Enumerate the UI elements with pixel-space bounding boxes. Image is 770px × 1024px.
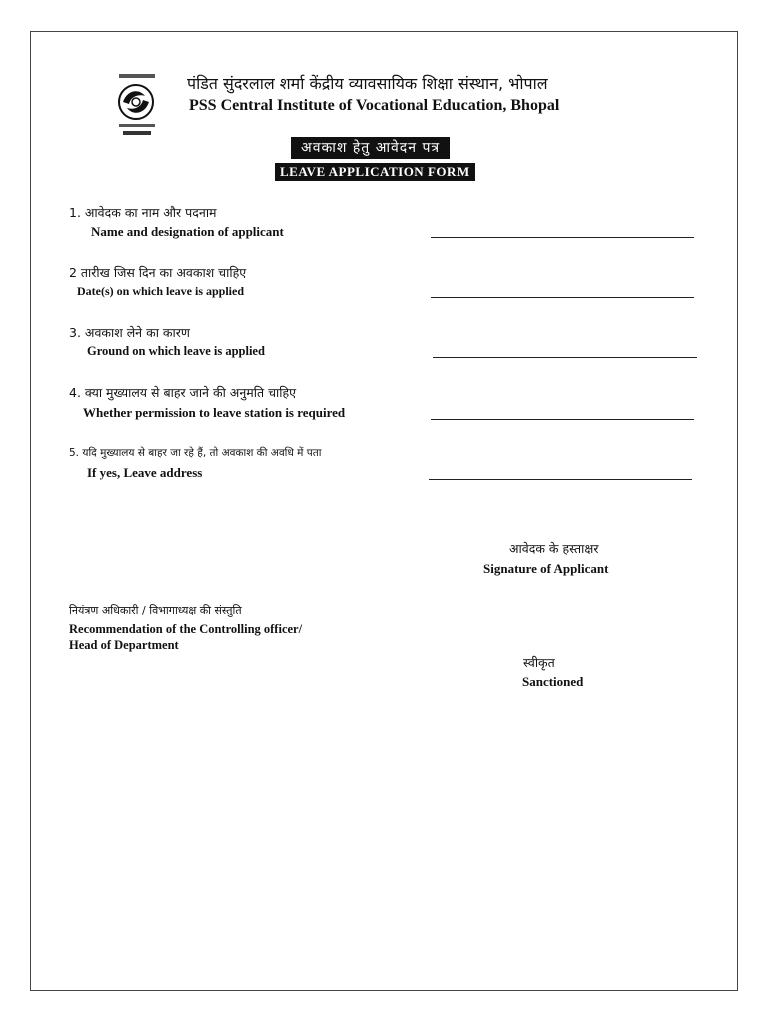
field-2-input-line[interactable]	[431, 297, 694, 298]
field-2-label-hindi: 2 तारीख जिस दिन का अवकाश चाहिए	[69, 265, 247, 280]
sanctioned-label-hindi: स्वीकृत	[523, 655, 555, 670]
ncert-emblem-icon	[109, 72, 165, 148]
form-title-hindi: अवकाश हेतु आवेदन पत्र	[291, 137, 450, 159]
recommendation-label-english-1: Recommendation of the Controlling officer/	[69, 622, 303, 636]
form-title-hindi-wrap	[291, 137, 450, 159]
field-2-label-english: Date(s) on which leave is applied	[77, 284, 245, 298]
signature-label-english: Signature of Applicant	[483, 561, 609, 576]
field-4-label-hindi: 4. क्या मुख्यालय से बाहर जाने की अनुमति चाहिए	[69, 385, 297, 400]
field-1-label-hindi: 1. आवेदक का नाम और पदनाम	[69, 205, 217, 220]
field-5-input-line[interactable]	[429, 479, 692, 480]
sanctioned-label-english: Sanctioned	[522, 674, 584, 689]
institute-name-hindi: पंडित सुंदरलाल शर्मा केंद्रीय व्यावसायिक शिक्षा संस्थान, भोपाल	[187, 74, 548, 93]
field-5-label-hindi: 5. यदि मुख्यालय से बाहर जा रहे हैं, तो अवकाश की अवधि में पता	[69, 447, 322, 459]
field-3-input-line[interactable]	[433, 357, 697, 358]
field-4-label-english: Whether permission to leave station is required	[83, 405, 346, 420]
field-4-input-line[interactable]	[431, 419, 694, 420]
field-1-label-english: Name and designation of applicant	[91, 224, 284, 239]
field-5-label-english: If yes, Leave address	[87, 465, 203, 480]
institute-name-english: PSS Central Institute of Vocational Education, Bhopal	[189, 97, 560, 114]
field-3-label-english: Ground on which leave is applied	[87, 344, 265, 358]
field-1-input-line[interactable]	[431, 237, 694, 238]
field-3-label-hindi: 3. अवकाश लेने का कारण	[69, 325, 190, 340]
form-title-english: LEAVE APPLICATION FORM	[275, 163, 475, 181]
ncert-logo	[109, 72, 165, 148]
recommendation-label-hindi: नियंत्रण अधिकारी / विभागाध्यक्ष की संस्तुति	[69, 604, 242, 617]
form-page	[30, 31, 738, 991]
signature-label-hindi: आवेदक के हस्ताक्षर	[509, 541, 599, 556]
recommendation-label-english-2: Head of Department	[69, 638, 179, 652]
